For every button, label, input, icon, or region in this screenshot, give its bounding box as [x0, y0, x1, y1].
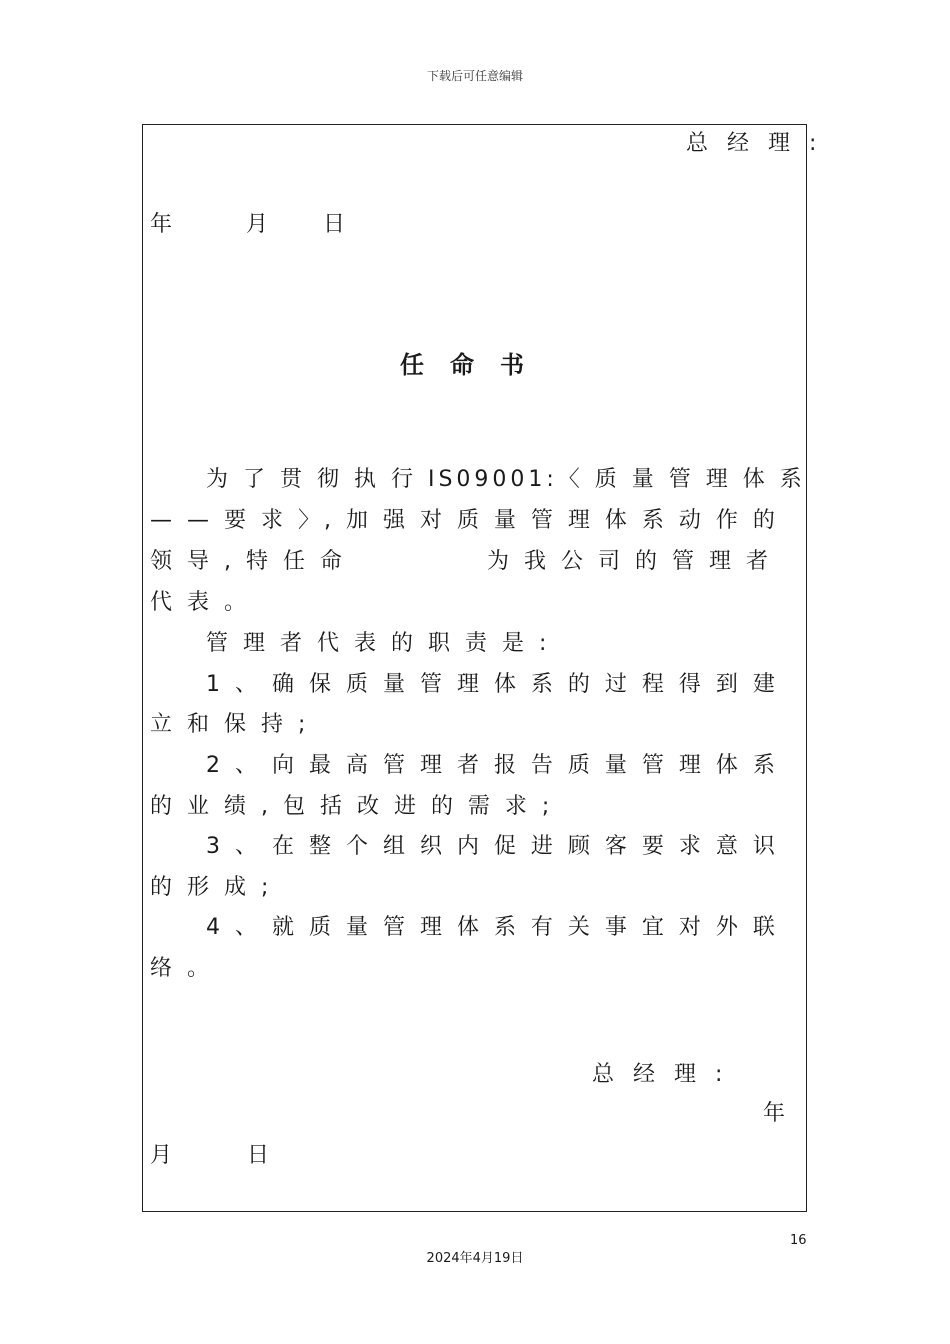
top-date-month: 月 — [246, 212, 269, 237]
body-line: 络 。 — [150, 956, 213, 981]
frame-tick — [142, 1040, 143, 1054]
body-line: 代 表 。 — [150, 590, 250, 615]
body-line: 立 和 保 持 ; — [150, 712, 310, 737]
document-title: 任命书 — [400, 351, 550, 379]
body-line: — — 要 求 〉, 加 强 对 质 量 管 理 体 系 动 作 的 — [150, 508, 779, 533]
signature-day: 日 — [247, 1143, 270, 1168]
frame-tick — [806, 1040, 807, 1054]
frame-tick — [142, 232, 143, 246]
frame-tick — [806, 1170, 807, 1184]
body-line: 3 、 在 整 个 组 织 内 促 进 顾 客 要 求 意 识 — [206, 834, 779, 859]
body-line: 4 、 就 质 量 管 理 体 系 有 关 事 宜 对 外 联 — [206, 915, 779, 940]
signature-month: 月 — [150, 1143, 173, 1168]
footer-date: 2024年4月19日 — [426, 1251, 524, 1266]
signature-gm-label: 总 经 理 : — [592, 1062, 729, 1087]
signature-year: 年 — [763, 1101, 786, 1126]
header-note: 下载后可任意编辑 — [426, 69, 523, 83]
body-line: 为 我 公 司 的 管 理 者 — [487, 549, 772, 574]
body-line: 1 、 确 保 质 量 管 理 体 系 的 过 程 得 到 建 — [206, 672, 779, 697]
body-line: 2 、 向 最 高 管 理 者 报 告 质 量 管 理 体 系 — [206, 753, 779, 778]
frame-tick — [142, 1170, 143, 1184]
top-date-day: 日 — [323, 212, 346, 237]
frame-tick — [142, 148, 143, 162]
page-number: 16 — [790, 1233, 807, 1248]
body-line: 的 业 绩 , 包 括 改 进 的 需 求 ; — [150, 794, 554, 819]
body-line: 管 理 者 代 表 的 职 责 是 : — [206, 631, 551, 656]
frame-tick — [806, 232, 807, 246]
body-line: 为 了 贯 彻 执 行 IS09001:〈 质 量 管 理 体 系 — [206, 467, 806, 492]
top-date-year: 年 — [150, 212, 173, 237]
top-gm-label: 总 经 理 : — [686, 131, 823, 156]
body-line: 的 形 成 ; — [150, 875, 273, 900]
body-line: 领 导 , 特 任 命 — [150, 549, 346, 574]
